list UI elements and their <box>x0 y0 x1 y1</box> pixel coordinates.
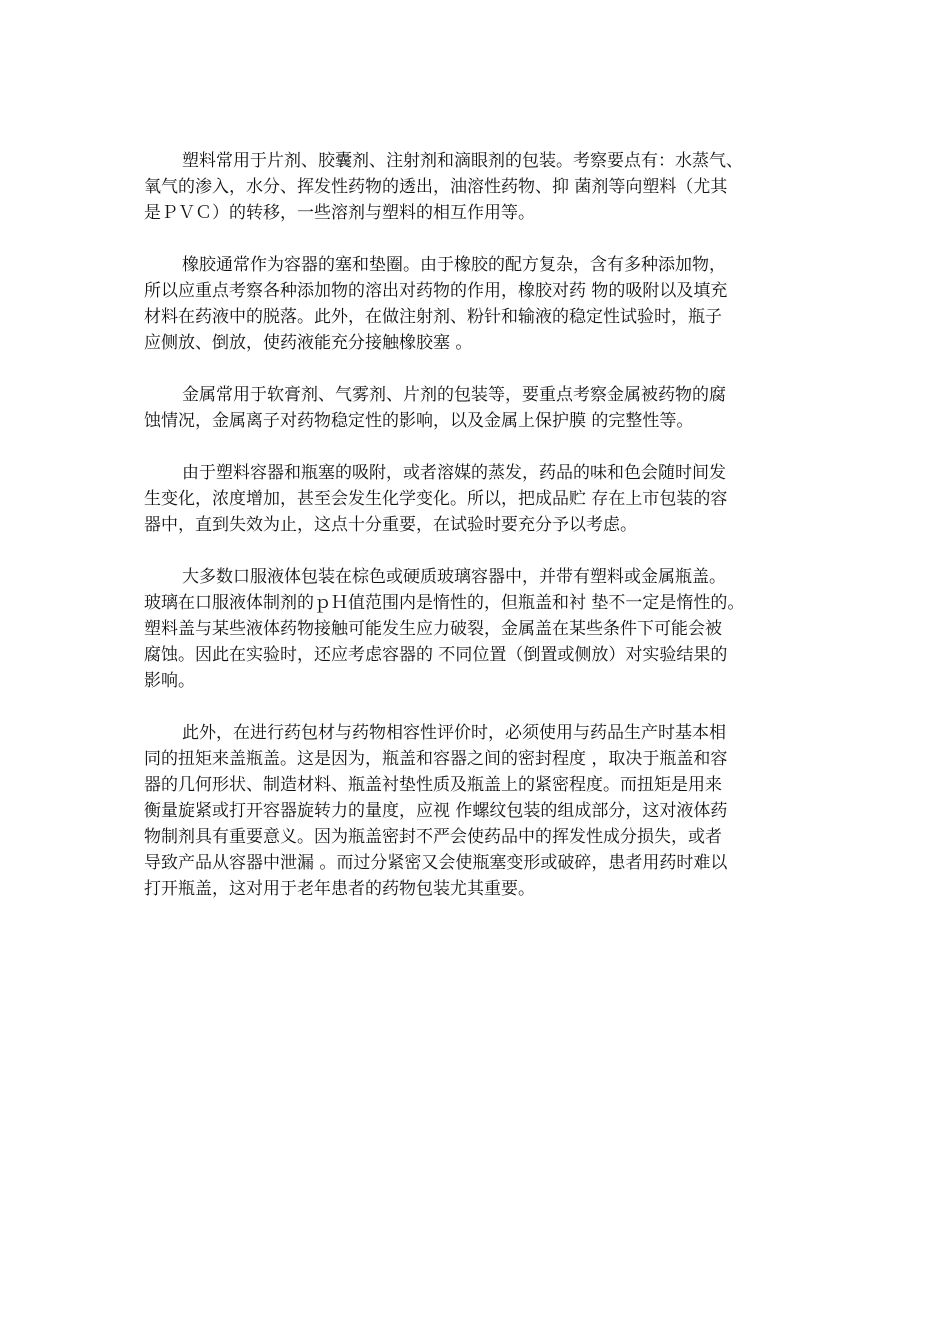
paragraph-oral-liquid <box>144 564 814 694</box>
text-line: 由于塑料容器和瓶塞的吸附，或者溶媒的蒸发，药品的味和色会随时间发 <box>182 463 726 483</box>
text-line: 同的扭矩来盖瓶盖。这是因为，瓶盖和容器之间的密封程度 ，取决于瓶盖和容 <box>144 749 728 769</box>
text-line: 橡胶通常作为容器的塞和垫圈。由于橡胶的配方复杂，含有多种添加物， <box>182 255 726 275</box>
document-body <box>144 148 814 928</box>
paragraph-torque <box>144 720 814 902</box>
paragraph-adsorption <box>144 460 814 538</box>
text-line: 金属常用于软膏剂、气雾剂、片剂的包装等，要重点考察金属被药物的腐 <box>182 385 726 405</box>
text-line: 是ＰＶＣ）的转移，一些溶剂与塑料的相互作用等。 <box>144 203 535 223</box>
text-line: 导致产品从容器中泄漏 。而过分紧密又会使瓶塞变形或破碎，患者用药时难以 <box>144 853 728 873</box>
text-line: 塑料盖与某些液体药物接触可能发生应力破裂，金属盖在某些条件下可能会被 <box>144 619 722 639</box>
text-line: 影响。 <box>144 671 195 691</box>
text-line: 衡量旋紧或打开容器旋转力的量度，应视 作螺纹包装的组成部分，这对液体药 <box>144 801 728 821</box>
text-line: 打开瓶盖，这对用于老年患者的药物包装尤其重要。 <box>144 879 535 899</box>
paragraph-plastic <box>144 148 814 226</box>
text-line: 器中，直到失效为止，这点十分重要，在试验时要充分予以考虑。 <box>144 515 637 535</box>
text-line: 大多数口服液体包装在棕色或硬质玻璃容器中，并带有塑料或金属瓶盖。 <box>182 567 726 587</box>
text-line: 材料在药液中的脱落。此外，在做注射剂、粉针和输液的稳定性试验时，瓶子 <box>144 307 722 327</box>
text-line: 蚀情况，金属离子对药物稳定性的影响，以及金属上保护膜 的完整性等。 <box>144 411 694 431</box>
text-line: 物制剂具有重要意义。因为瓶盖密封不严会使药品中的挥发性成分损失，或者 <box>144 827 722 847</box>
text-line: 应侧放、倒放，使药液能充分接触橡胶塞 。 <box>144 333 473 353</box>
text-line: 玻璃在口服液体制剂的ｐＨ值范围内是惰性的，但瓶盖和衬 垫不一定是惰性的。 <box>144 593 745 613</box>
text-line: 腐蚀。因此在实验时，还应考虑容器的 不同位置（倒置或侧放）对实验结果的 <box>144 645 728 665</box>
paragraph-rubber <box>144 252 814 356</box>
paragraph-metal <box>144 382 814 434</box>
text-line: 器的几何形状、制造材料、瓶盖衬垫性质及瓶盖上的紧密程度。而扭矩是用来 <box>144 775 722 795</box>
text-line: 此外，在进行药包材与药物相容性评价时，必须使用与药品生产时基本相 <box>182 723 726 743</box>
text-line: 所以应重点考察各种添加物的溶出对药物的作用，橡胶对药 物的吸附以及填充 <box>144 281 728 301</box>
text-line: 生变化，浓度增加，甚至会发生化学变化。所以，把成品贮 存在上市包装的容 <box>144 489 728 509</box>
text-line: 氧气的渗入，水分、挥发性药物的透出，油溶性药物、抑 菌剂等向塑料（尤其 <box>144 177 728 197</box>
text-line: 塑料常用于片剂、胶囊剂、注射剂和滴眼剂的包装。考察要点有：水蒸气、 <box>182 151 743 171</box>
